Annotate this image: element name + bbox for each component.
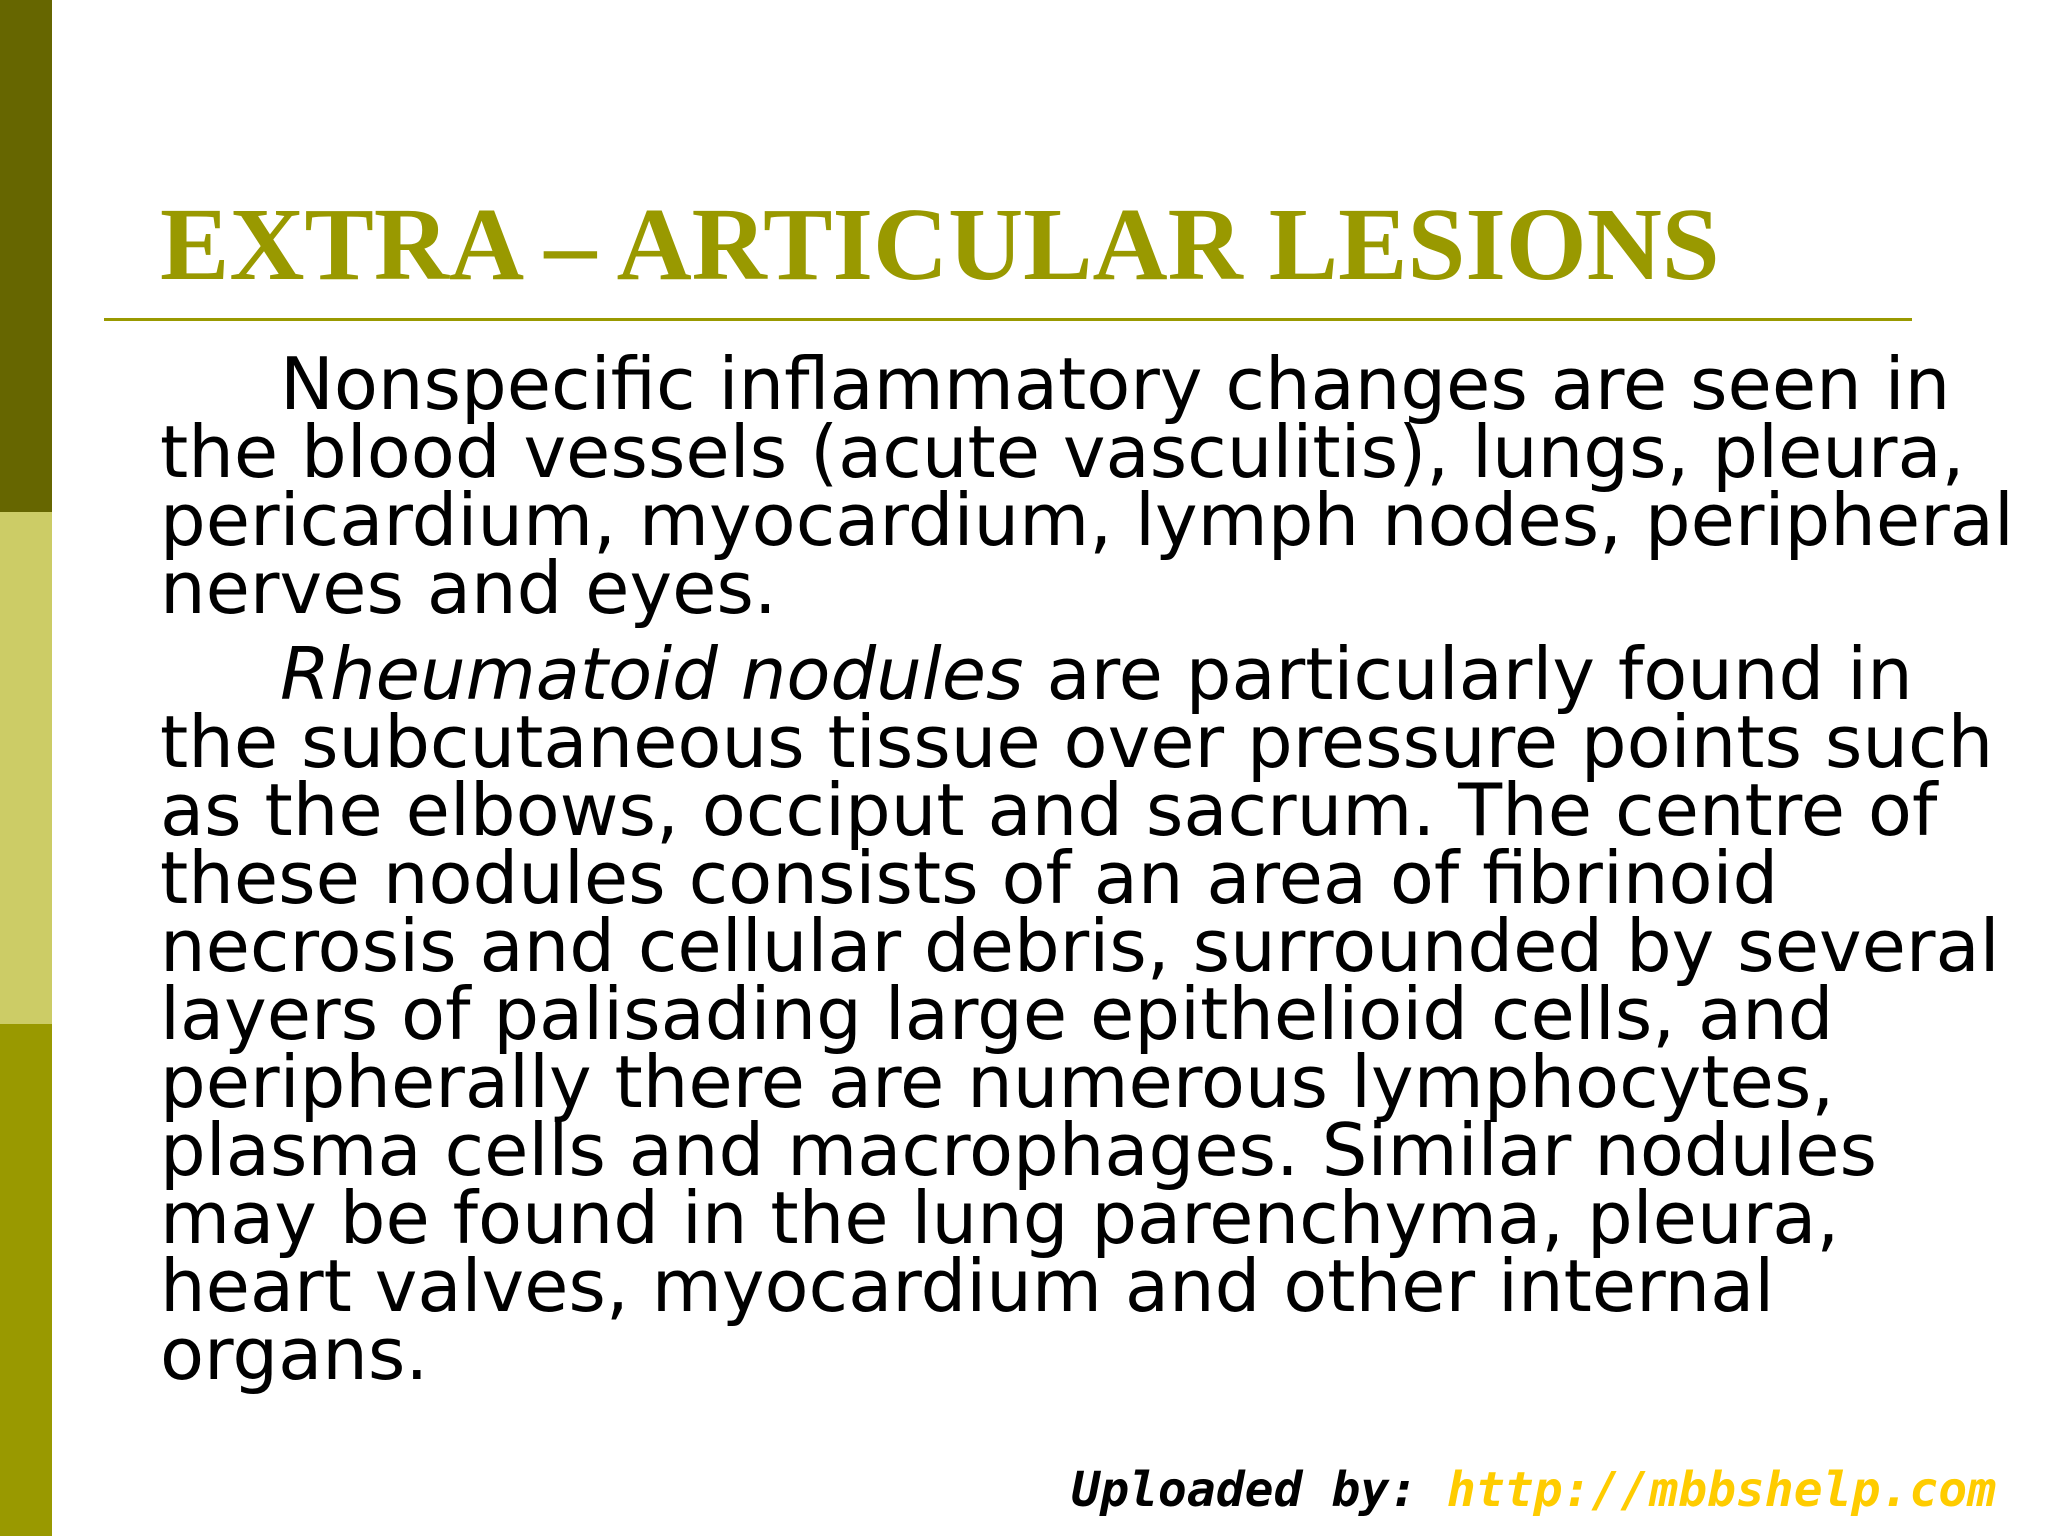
slide-title: EXTRA – ARTICULAR LESIONS [160, 187, 1720, 302]
slide-body [160, 342, 2030, 1406]
paragraph-extra-articular-changes: Nonspecific inflammatory changes are seen in the blood vessels (acute vasculitis), lungs, pleura, pericardium, myocardium, lymph nodes, peripheral nerves and eyes. [160, 342, 2014, 630]
side-band-olive [0, 1024, 52, 1536]
rheumatoid-nodules-description: are particularly found in the subcutaneous tissue over pressure points such as the elbows, occiput and sacrum. The centre of these nodules consists of an area of fibrinoid necrosis and cellular debris, surrounded by several layers of palisading large epithelioid cells, and peripherally there are numerous lymphocytes, plasma cells and macrophages. Similar nodules may be found in the lung parenchyma, pleura, heart valves, myocardium and other internal organs. [160, 632, 2000, 1396]
rheumatoid-nodules-term: Rheumatoid nodules [280, 632, 1024, 716]
side-band-light [0, 512, 52, 1024]
upload-credit-link[interactable]: http://mbbshelp.com [1446, 1462, 1996, 1518]
side-band-dark [0, 0, 52, 512]
upload-credit-label: Uploaded by: [1071, 1462, 1447, 1518]
title-divider [104, 318, 1912, 321]
upload-credit [1071, 1462, 1996, 1518]
paragraph-rheumatoid-nodules [160, 632, 2030, 1396]
